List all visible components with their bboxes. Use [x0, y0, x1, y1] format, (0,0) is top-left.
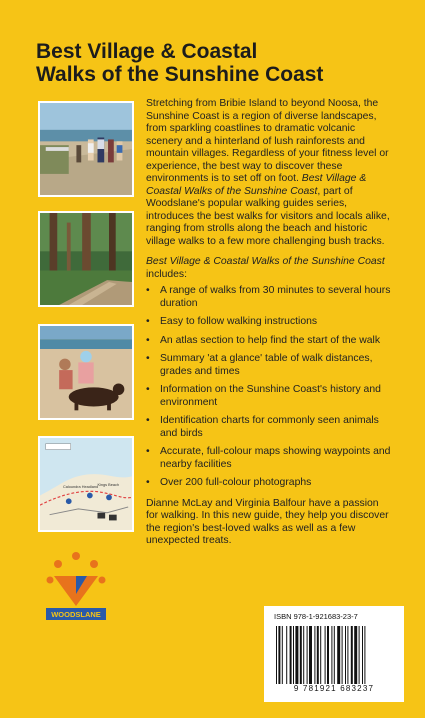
- barcode-bars: [274, 626, 396, 684]
- isbn-label: ISBN 978-1-921683-23-7: [274, 612, 358, 621]
- feature-item: • Accurate, full-colour maps showing waypoints and nearby facilities: [146, 446, 392, 471]
- authors-paragraph: Dianne McLay and Virginia Balfour have a passion for walking. In this new guide, they help you discover the region's best-loved walks as well as a few unexpected treats.: [146, 497, 389, 546]
- map-label-1: Caloundra Headland: [63, 484, 99, 489]
- isbn-barcode: [264, 606, 404, 702]
- woodslane-logo-text: WOODSLANE: [51, 610, 101, 619]
- woodslane-logo: [40, 548, 112, 624]
- book-title: [36, 40, 406, 86]
- feature-item: • Summary 'at a glance' table of walk distances, grades and times: [146, 353, 392, 378]
- includes-heading: Best Village & Coastal Walks of the Sunshine Coast includes:: [146, 256, 385, 280]
- photo-beach-dog: [38, 324, 134, 420]
- photo-walk-map: [38, 436, 134, 532]
- map-label-2: Kings Beach: [97, 482, 119, 487]
- feature-item: • Easy to follow walking instructions: [146, 316, 392, 329]
- feature-item: • An atlas section to help find the start of the walk: [146, 335, 392, 348]
- intro-paragraph: Stretching from Bribie Island to beyond Noosa, the Sunshine Coast is a region of diverse landscapes, from sparkling coastlines to dramatic volcanic scenery and a hinterland of lush rainforests and mountain villages. Regardless of your fitness level or experience, the best way to discover these environments is to set off on foot. Best Village & Coastal Walks of the Sunshine Coast, part of Woodslane's popular walking guides series, introduces the best walks for visitors and locals alike, ranging from strolls along the beach and historic village walks to a few more challenging bush tracks.: [146, 98, 390, 247]
- feature-item: • Identification charts for commonly seen animals and birds: [146, 415, 392, 440]
- features-list: [146, 285, 392, 490]
- feature-item: • A range of walks from 30 minutes to several hours duration: [146, 285, 392, 310]
- feature-item: • Over 200 full-colour photographs: [146, 477, 392, 490]
- photo-forest-boardwalk: [38, 211, 134, 307]
- photo-boardwalk-people: [38, 101, 134, 197]
- feature-item: • Information on the Sunshine Coast's history and environment: [146, 384, 392, 409]
- barcode-digits: 9 781921 683237: [293, 684, 375, 693]
- title-line-1: Best Village & Coastal: [36, 40, 258, 63]
- back-cover-copy: [146, 98, 392, 556]
- title-line-2: Walks of the Sunshine Coast: [36, 63, 324, 86]
- intro-inline-title: Best Village & Coastal Walks of the Sunshine Coast: [146, 173, 367, 197]
